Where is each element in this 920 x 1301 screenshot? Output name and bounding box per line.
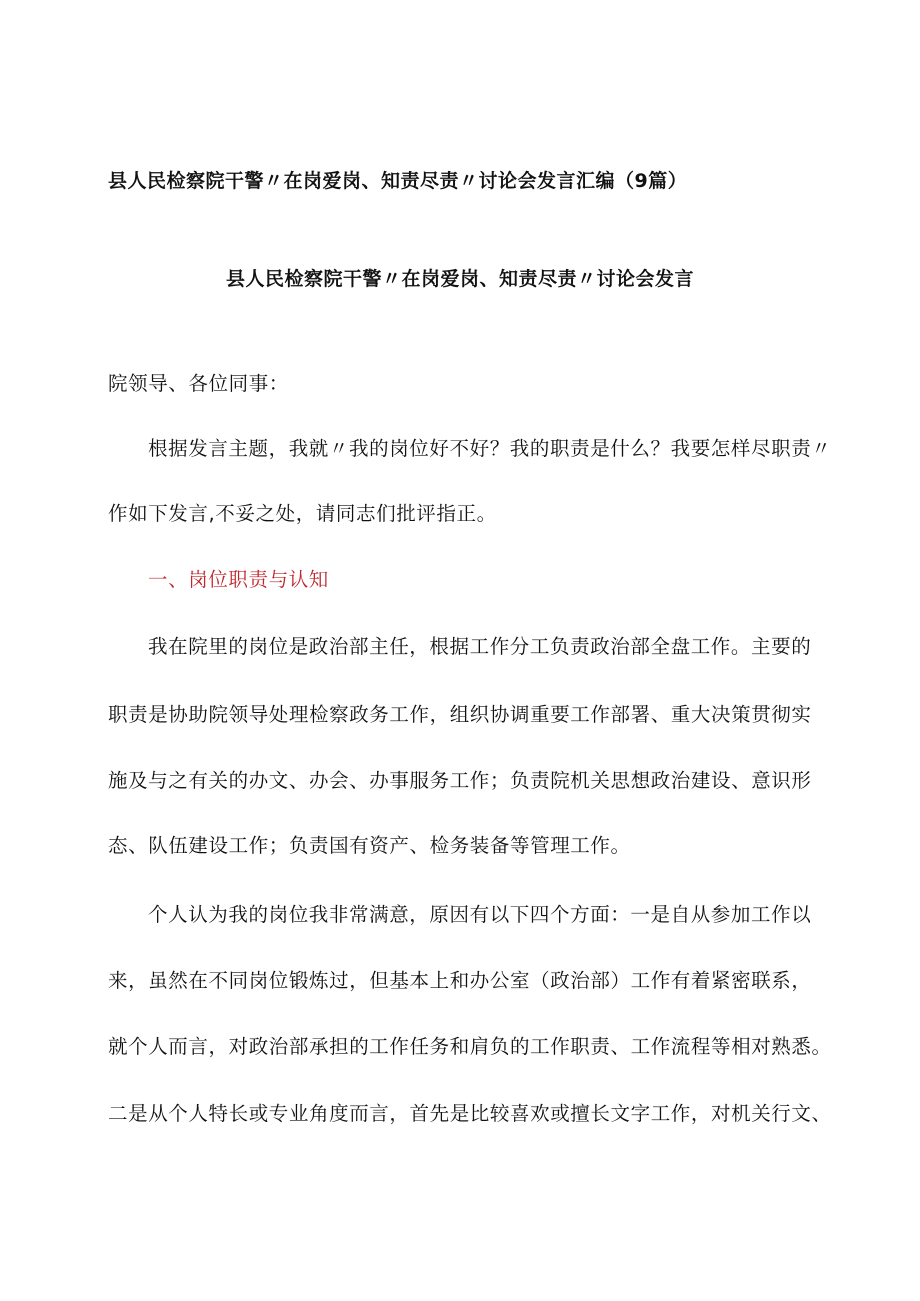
paragraph-line: 二是从个人特长或专业角度而言，首先是比较喜欢或擅长文字工作，对机关行文、 — [108, 1102, 832, 1125]
document-main-title: 县人民检察院干警〃在岗爱岗、知责尽责〃讨论会发言汇编（9篇） — [108, 170, 688, 192]
section-heading: 一、岗位职责与认知 — [148, 568, 329, 591]
speech-title: 县人民检察院干警〃在岗爱岗、知责尽责〃讨论会发言 — [225, 268, 694, 290]
salutation: 院领导、各位同事： — [108, 372, 289, 395]
paragraph-line: 来，虽然在不同岗位锻炼过，但基本上和办公室（政治部）工作有着紧密联系， — [108, 969, 812, 992]
paragraph-line: 职责是协助院领导处理检察政务工作，组织协调重要工作部署、重大决策贯彻实 — [108, 703, 812, 726]
paragraph-line: 作如下发言,不妥之处，请同志们批评指正。 — [108, 502, 497, 525]
paragraph-line: 态、队伍建设工作；负责国有资产、检务装备等管理工作。 — [108, 834, 631, 857]
paragraph-line: 个人认为我的岗位我非常满意，原因有以下四个方面：一是自从参加工作以 — [148, 903, 812, 926]
paragraph-line: 施及与之有关的办文、办会、办事服务工作；负责院机关思想政治建设、意识形 — [108, 769, 812, 792]
paragraph-line: 就个人而言，对政治部承担的工作任务和肩负的工作职责、工作流程等相对熟悉。 — [108, 1035, 832, 1058]
paragraph-line: 根据发言主题，我就〃我的岗位好不好？我的职责是什么？我要怎样尽职责〃 — [148, 437, 832, 460]
paragraph-line: 我在院里的岗位是政治部主任，根据工作分工负责政治部全盘工作。主要的 — [148, 635, 812, 658]
